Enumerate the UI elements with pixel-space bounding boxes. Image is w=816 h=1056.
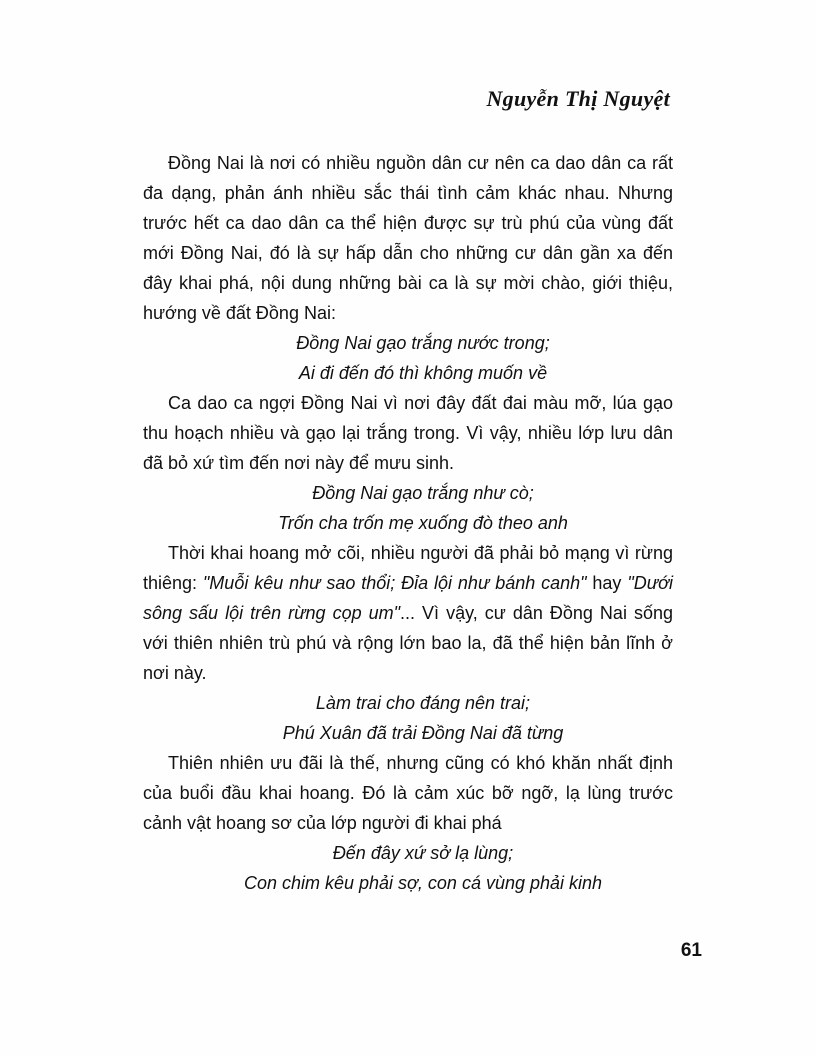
verse-4-line-1: Đến đây xứ sở lạ lùng; (332, 843, 514, 863)
verse-4-line-2: Con chim kêu phải sợ, con cá vùng phải kinh (243, 873, 603, 893)
page-body (143, 148, 673, 898)
paragraph-2: Ca dao ca ngợi Đồng Nai vì nơi đây đất đai màu mỡ, lúa gạo thu hoạch nhiều và gạo lại trắng trong. Vì vậy, nhiều lớp lưu dân đã bỏ xứ tìm đến nơi này để mưu sinh. (143, 393, 673, 473)
verse-2 (143, 478, 673, 538)
paragraph-1: Đồng Nai là nơi có nhiều nguồn dân cư nên ca dao dân ca rất đa dạng, phản ánh nhiều sắc thái tình cảm khác nhau. Nhưng trước hết ca dao dân ca thể hiện được sự trù phú của vùng đất mới Đồng Nai, đó là sự hấp dẫn cho những cư dân gần xa đến đây khai phá, nội dung những bài ca là sự mời chào, giới thiệu, hướng về đất Đồng Nai: (143, 153, 673, 323)
paragraph-4: Thiên nhiên ưu đãi là thế, nhưng cũng có khó khăn nhất định của buổi đầu khai hoang. Đó là cảm xúc bỡ ngỡ, lạ lùng trước cảnh vật hoang sơ của lớp người đi khai phá (143, 753, 673, 833)
page-number: 61 (680, 940, 702, 961)
verse-4 (143, 838, 673, 898)
verse-2-line-1: Đồng Nai gạo trắng như cò; (312, 483, 534, 503)
verse-1 (143, 328, 673, 388)
paragraph-3-quote-2: "Dưới sông sấu lội trên rừng cọp um" (143, 573, 673, 623)
paragraph-3-quote-1: "Muỗi kêu như sao thổi; Đỉa lội như bánh canh" (202, 573, 587, 593)
paragraph-3-mid: hay (586, 573, 628, 593)
verse-1-line-2: Ai đi đến đó thì không muốn về (298, 363, 548, 383)
paragraph-3-start: Thời khai hoang mở cõi, nhiều người đã phải bỏ mạng vì rừng thiêng: (143, 543, 673, 593)
verse-2-line-2: Trốn cha trốn mẹ xuống đò theo anh (278, 513, 568, 533)
paragraph-3 (143, 538, 673, 688)
running-header-author: Nguyễn Thị Nguyệt (486, 86, 670, 111)
paragraph-3-end: ... Vì vậy, cư dân Đồng Nai sống với thiên nhiên trù phú và rộng lớn bao la, đã thể hiện bản lĩnh ở nơi này. (143, 603, 673, 683)
verse-1-line-1: Đồng Nai gạo trắng nước trong; (296, 333, 550, 353)
verse-3-line-2: Phú Xuân đã trải Đồng Nai đã từng (282, 723, 564, 743)
verse-3-line-1: Làm trai cho đáng nên trai; (315, 693, 531, 713)
verse-3 (143, 688, 673, 748)
